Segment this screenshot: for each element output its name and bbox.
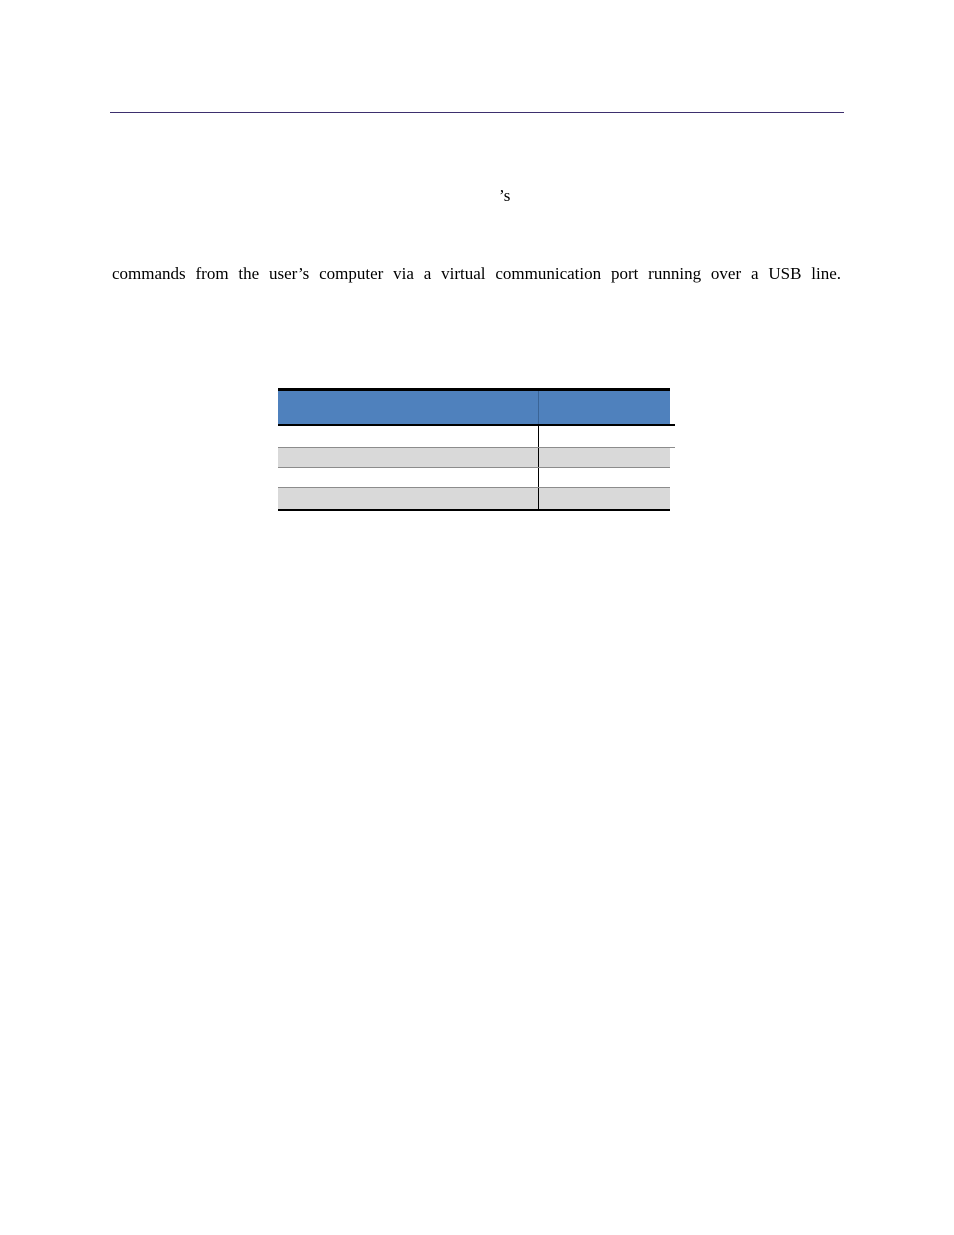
table-row	[278, 426, 670, 448]
table-row	[278, 468, 670, 488]
table-cell	[278, 426, 538, 447]
table-row	[278, 448, 670, 468]
table-cell	[278, 448, 538, 467]
table-row-rule	[670, 447, 675, 448]
table-row	[278, 488, 670, 509]
text-fragment: ’s	[499, 186, 511, 205]
table-cell	[278, 468, 538, 487]
table-bottom-rule	[278, 509, 670, 511]
table-cell	[538, 468, 670, 487]
table-cell	[538, 426, 670, 447]
body-paragraph-line: commands from the user’s computer via a virtual communication port running over a USB line.	[112, 264, 841, 283]
table-header-row	[278, 391, 670, 424]
table-cell	[538, 488, 670, 509]
table-cell	[278, 488, 538, 509]
table-header-cell-2	[538, 391, 670, 424]
table-header-cell-1	[278, 391, 538, 424]
page-header-rule	[110, 112, 844, 113]
data-table	[278, 388, 675, 512]
table-cell	[538, 448, 670, 467]
